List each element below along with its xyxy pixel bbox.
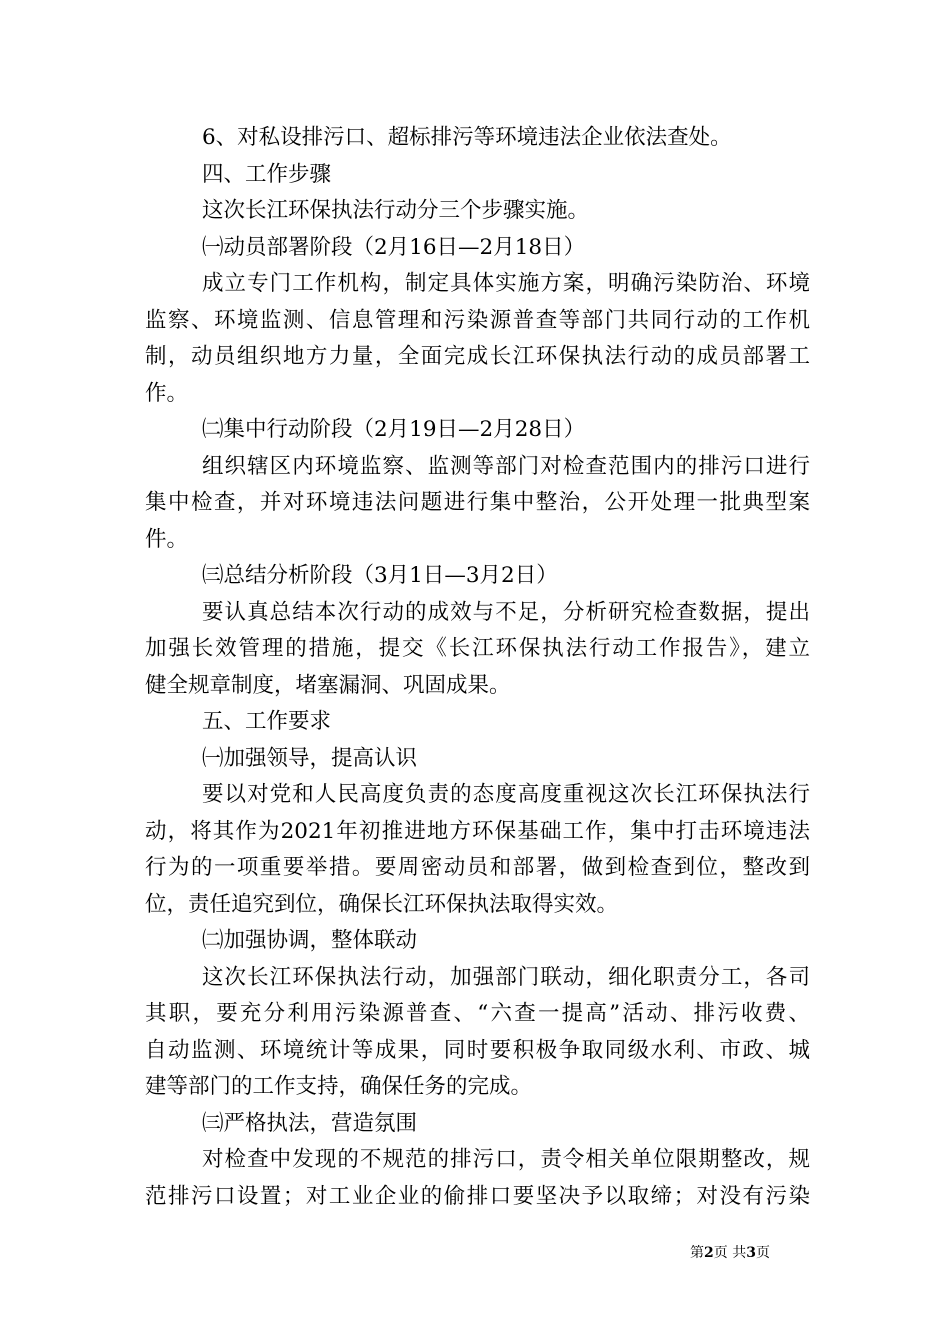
document-body <box>145 120 810 1215</box>
text-line: 行为的一项重要举措。要周密动员和部署，做到检查到位，整改到 <box>145 855 810 880</box>
text-line: ㈠加强领导，提高认识 <box>202 745 418 771</box>
text-line: 集中检查，并对环境违法问题进行集中整治，公开处理一批典型案 <box>145 490 810 515</box>
text-line: 组织辖区内环境监察、监测等部门对检查范围内的排污口进行 <box>202 453 810 479</box>
text-line: ㈢严格执法，营造氛围 <box>202 1110 418 1136</box>
text-line: 四、工作步骤 <box>202 161 332 187</box>
text-line: 作。 <box>145 380 189 406</box>
footer-middle: 页 共 <box>713 1245 747 1261</box>
text-line: 其职，要充分利用污染源普查、“六查一提高”活动、排污收费、 <box>145 1001 810 1026</box>
text-line: 加强长效管理的措施，提交《长江环保执法行动工作报告》，建立 <box>145 636 810 661</box>
text-line: 五、工作要求 <box>202 709 332 734</box>
text-line: 这次长江环保执法行动分三个步骤实施。 <box>202 198 590 223</box>
text-line: 健全规章制度，堵塞漏洞、巩固成果。 <box>145 672 511 698</box>
text-line: ㈡集中行动阶段（2月19日—2月28日） <box>202 417 586 442</box>
text-line: 建等部门的工作支持，确保任务的完成。 <box>145 1074 533 1099</box>
footer-prefix: 第 <box>690 1245 704 1261</box>
text-line: 件。 <box>145 526 189 552</box>
text-line: 自动监测、环境统计等成果，同时要积极争取同级水利、市政、城 <box>145 1037 810 1063</box>
text-line: 位，责任追究到位，确保长江环保执法取得实效。 <box>145 891 619 917</box>
page-footer <box>690 1244 770 1262</box>
text-line: 要以对党和人民高度负责的态度高度重视这次长江环保执法行 <box>202 782 810 807</box>
text-line: 6、对私设排污口、超标排污等环境违法企业依法查处。 <box>202 125 732 150</box>
text-line: 范排污口设置；对工业企业的偷排口要坚决予以取缔；对没有污染 <box>145 1183 810 1209</box>
text-line: 这次长江环保执法行动，加强部门联动，细化职责分工，各司 <box>202 964 810 990</box>
text-line: ㈢总结分析阶段（3月1日—3月2日） <box>202 563 558 588</box>
text-line: ㈡加强协调，整体联动 <box>202 928 418 953</box>
text-line: ㈠动员部署阶段（2月16日—2月18日） <box>202 234 586 260</box>
text-line: 要认真总结本次行动的成效与不足，分析研究检查数据，提出 <box>202 599 810 625</box>
text-line: 制，动员组织地方力量，全面完成长江环保执法行动的成员部署工 <box>145 344 810 369</box>
text-line: 监察、环境监测、信息管理和污染源普查等部门共同行动的工作机 <box>145 307 810 333</box>
text-line: 对检查中发现的不规范的排污口，责令相关单位限期整改，规 <box>202 1147 810 1172</box>
text-line: 成立专门工作机构，制定具体实施方案，明确污染防治、环境 <box>202 271 810 296</box>
footer-total-pages: 3 <box>746 1245 756 1261</box>
footer-page-number: 2 <box>704 1245 714 1261</box>
text-line: 动，将其作为2021年初推进地方环保基础工作，集中打击环境违法 <box>145 818 810 844</box>
footer-suffix: 页 <box>755 1245 770 1261</box>
